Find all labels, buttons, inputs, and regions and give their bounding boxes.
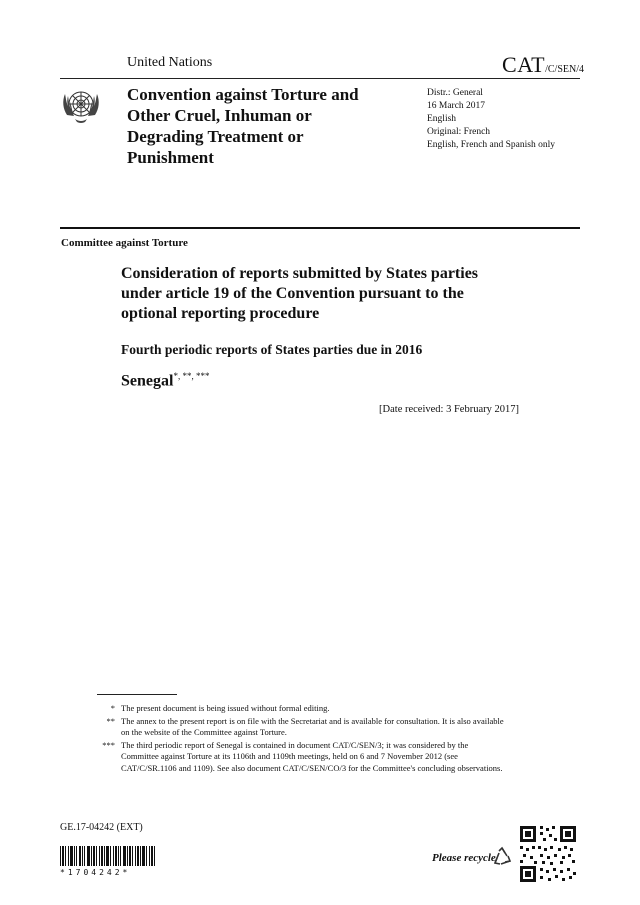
barcode-icon bbox=[60, 846, 156, 866]
country-heading bbox=[121, 371, 209, 390]
header-rule bbox=[60, 78, 580, 79]
distr-line: 16 March 2017 bbox=[427, 101, 486, 111]
footnote bbox=[97, 716, 507, 739]
ge-number: GE.17-04242 (EXT) bbox=[60, 822, 143, 833]
country-name: Senegal bbox=[121, 372, 174, 390]
section-rule bbox=[60, 227, 580, 229]
recycle-icon bbox=[491, 846, 513, 868]
distribution-block bbox=[427, 87, 555, 152]
committee-name: Committee against Torture bbox=[61, 237, 188, 249]
footnote-mark: *** bbox=[102, 739, 115, 750]
symbol-suffix: /C/SEN/4 bbox=[545, 64, 584, 75]
symbol-main: CAT bbox=[502, 52, 546, 77]
footnote bbox=[97, 740, 507, 775]
convention-title: Convention against Torture and Other Cruel, Inhuman or Degrading Treatment or Punishment bbox=[127, 85, 359, 167]
footnotes bbox=[97, 703, 507, 775]
footnote-text: The third periodic report of Senegal is contained in document CAT/C/SEN/3; it was considered by the Committee against Torture at its 1106th and 1109th meetings, held on 6 and 7 November 2012 (see CAT/C/SR.1106 and 1109). See also document CAT/C/SEN/CO/3 for the Committee's concluding observations. bbox=[121, 739, 503, 773]
footnote-text: The present document is being issued without formal editing. bbox=[121, 703, 330, 713]
qr-code-icon bbox=[520, 826, 576, 882]
org-name: United Nations bbox=[127, 55, 213, 70]
distr-line: Distr.: General bbox=[427, 88, 483, 98]
distr-line: Original: French bbox=[427, 127, 491, 137]
recycle-label: Please recycle bbox=[432, 852, 496, 864]
document-symbol bbox=[502, 52, 584, 78]
footnote-rule bbox=[97, 694, 177, 695]
footnote-text: The annex to the present report is on file with the Secretariat and is available for consultation. It is also available on the website of the Committee against Torture. bbox=[121, 715, 504, 737]
report-title: Consideration of reports submitted by States parties under article 19 of the Convention pursuant to the optional reporting procedure bbox=[121, 265, 479, 322]
footnote-mark: ** bbox=[106, 715, 115, 726]
footnote bbox=[97, 703, 507, 715]
distr-line: English bbox=[427, 114, 457, 124]
barcode-text: *1704242* bbox=[60, 868, 131, 877]
distr-line: English, French and Spanish only bbox=[427, 140, 555, 150]
footnote-mark: * bbox=[110, 703, 115, 713]
footnote-marks: *, **, *** bbox=[173, 371, 210, 381]
un-emblem-icon bbox=[58, 82, 104, 128]
report-subtitle: Fourth periodic reports of States parties due in 2016 bbox=[121, 342, 423, 357]
date-received: [Date received: 3 February 2017] bbox=[379, 404, 519, 415]
